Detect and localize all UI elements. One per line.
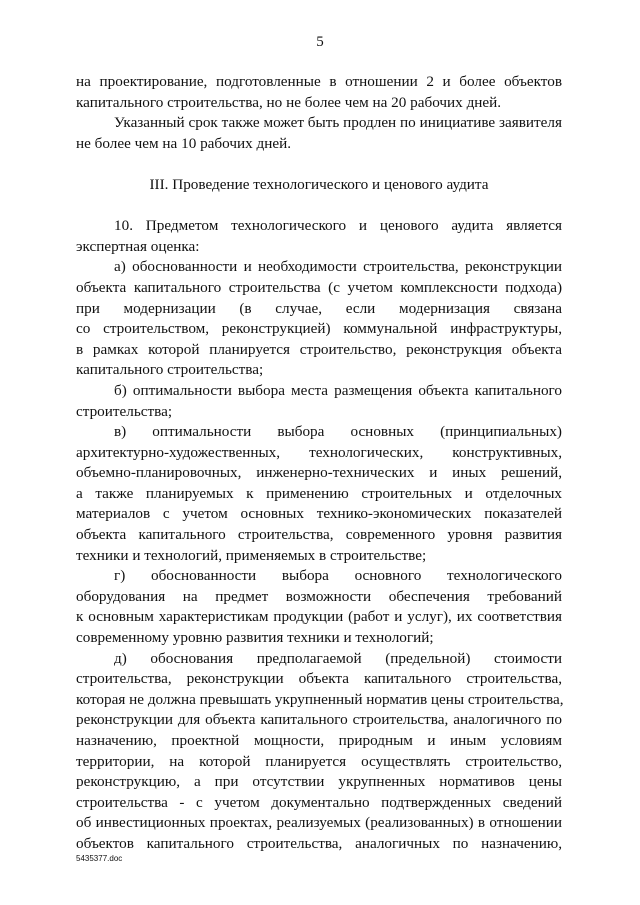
text-line: капитального строительства; [76, 361, 264, 379]
document-body [76, 72, 562, 855]
text-line: техники и технологий, применяемых в строительстве; [76, 546, 427, 564]
text-line: на проектирование, подготовленные в отношении 2 и более объектов [76, 73, 562, 90]
text-line: реконструкцию, а при отсутствии укрупненных нормативов цены [76, 773, 562, 791]
text-line: д) обоснования предполагаемой (предельной) стоимости [114, 649, 562, 667]
text-line: в рамках которой планируется строительство, реконструкция объекта [76, 340, 562, 358]
text-line: современному уровню развития техники и технологий; [76, 629, 434, 647]
text-line: к основным характеристикам продукции (работ и услуг), их соответствия [76, 608, 562, 626]
text-line: строительства; [76, 402, 173, 420]
text-line: капитального строительства, но не более чем на 20 рабочих дней. [76, 93, 502, 111]
text-line: оборудования на предмет возможности обеспечения требований [76, 587, 562, 605]
text-line: в) оптимальности выбора основных (принципиальных) [114, 423, 562, 441]
text-line: архитектурно-художественных, технологических, конструктивных, [76, 443, 562, 461]
text-line: строительства - с учетом документально подтвержденных сведений [76, 793, 562, 811]
blank-line [76, 154, 562, 175]
text-line: а) обоснованности и необходимости строительства, реконструкции [114, 258, 562, 276]
page-number: 5 [316, 34, 324, 50]
text-line: территории, на которой планируется осуществлять строительство, [76, 752, 562, 770]
text-line: при модернизации (в случае, если модернизация связана [76, 299, 562, 317]
text-line: со строительством, реконструкцией) коммунальной инфраструктуры, [76, 320, 562, 338]
text-line: не более чем на 10 рабочих дней. [76, 134, 292, 152]
text-line: б) оптимальности выбора места размещения объекта капитального [114, 381, 562, 399]
text-line: реконструкции для объекта капитального строительства, аналогичного по [76, 711, 562, 729]
text-line: назначению, проектной мощности, природным и иным условиям [76, 732, 562, 749]
text-line: строительства, реконструкции объекта капитального строительства, [76, 670, 562, 688]
text-line: объектов капитального строительства, аналогичных по назначению, [76, 834, 562, 852]
text-line: объекта капитального строительства, современного уровня развития [76, 526, 562, 544]
text-line: а также планируемых к применению строительных и отделочных [76, 484, 562, 502]
text-line: Указанный срок также может быть продлен по инициативе заявителя [114, 114, 562, 132]
text-line: об инвестиционных проектах, реализуемых (реализованных) в отношении [76, 814, 562, 832]
text-line: 10. Предметом технологического и ценового аудита является [114, 217, 562, 235]
text-line: объемно-планировочных, инженерно-технических и иных решений, [76, 464, 562, 482]
text-line: экспертная оценка: [76, 237, 200, 255]
blank-line [76, 196, 562, 217]
text-line: объекта капитального строительства (с учетом комплексности подхода) [76, 278, 562, 296]
file-name-footer: 5435377.doc [76, 854, 123, 863]
text-line: которая не должна превышать укрупненный норматив цены строительства, [76, 690, 564, 708]
text-line: материалов с учетом основных технико-экономических показателей [76, 505, 562, 523]
section-heading: III. Проведение технологического и ценового аудита [149, 175, 489, 193]
text-line: г) обоснованности выбора основного технологического [114, 567, 562, 585]
